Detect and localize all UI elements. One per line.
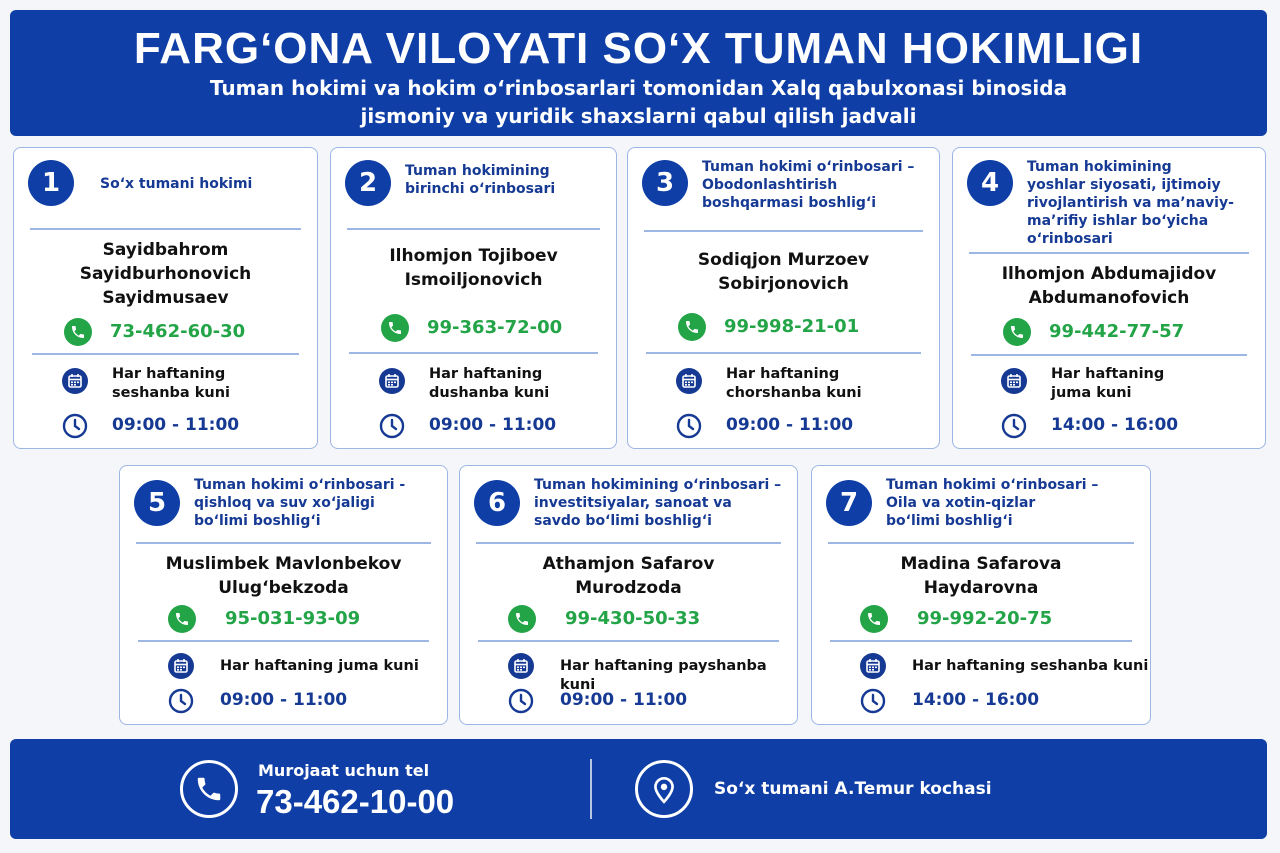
footer-banner: [10, 739, 1267, 839]
header-banner: [10, 10, 1267, 136]
reception-time: 09:00 - 11:00: [112, 415, 240, 435]
phone-number[interactable]: 95-031-93-09: [225, 608, 361, 629]
divider-top: [136, 542, 431, 544]
card-number: 3: [642, 160, 688, 206]
official-name: Athamjon Safarov Murodzoda: [542, 554, 715, 598]
official-name: Ilhomjon Tojiboev Ismoiljonovich: [389, 246, 558, 290]
calendar-icon: [379, 368, 405, 394]
phone-icon: [180, 760, 238, 818]
calendar-icon: [508, 653, 534, 679]
phone-icon: [168, 605, 196, 633]
card-number: 5: [134, 480, 180, 526]
clock-icon: [860, 688, 886, 714]
schedule-day: Har haftaning dushanba kuni: [429, 366, 550, 401]
phone-icon: [508, 605, 536, 633]
role-title: Tuman hokimining o‘rinbosari – investitsiyalar, sanoat va savdo bo‘limi boshlig‘i: [534, 477, 782, 529]
role-title: Tuman hokimi o‘rinbosari – Oila va xotin-qizlar bo‘limi boshlig‘i: [886, 477, 1099, 529]
clock-icon: [508, 688, 534, 714]
schedule-day: Har haftaning seshanba kuni: [912, 658, 1149, 674]
divider-bottom: [830, 640, 1132, 642]
reception-time: 09:00 - 11:00: [429, 415, 557, 435]
phone-icon: [860, 605, 888, 633]
schedule-day: Har haftaning payshanba kuni: [560, 658, 767, 693]
divider-bottom: [971, 354, 1247, 356]
footer-divider: [590, 759, 592, 819]
divider-bottom: [646, 352, 921, 354]
clock-icon: [62, 413, 88, 439]
card-number: 1: [28, 160, 74, 206]
official-name: Madina Safarova Haydarovna: [900, 554, 1062, 598]
divider-top: [828, 542, 1134, 544]
official-card-5: [119, 465, 448, 725]
clock-icon: [379, 413, 405, 439]
official-name: Sayidbahrom Sayidburhonovich Sayidmusaev: [79, 240, 252, 308]
role-title: Tuman hokimining birinchi o‘rinbosari: [405, 163, 556, 197]
divider-bottom: [349, 352, 598, 354]
official-card-2: [330, 147, 617, 449]
calendar-icon: [1001, 368, 1027, 394]
clock-icon: [1001, 413, 1027, 439]
calendar-icon: [168, 653, 194, 679]
reception-time: 14:00 - 16:00: [1051, 415, 1179, 435]
phone-icon: [1003, 318, 1031, 346]
calendar-icon: [676, 368, 702, 394]
clock-icon: [676, 413, 702, 439]
official-card-4: [952, 147, 1266, 449]
page-subtitle-line1: Tuman hokimi va hokim o‘rinbosarlari tomonidan Xalq qabulxonasi binosida: [209, 76, 1068, 100]
divider-bottom: [478, 640, 779, 642]
schedule-day: Har haftaning chorshanba kuni: [726, 366, 862, 401]
official-name: Sodiqjon Murzoev Sobirjonovich: [697, 250, 870, 294]
phone-icon: [678, 313, 706, 341]
reception-time: 09:00 - 11:00: [726, 415, 854, 435]
address: So‘x tumani A.Temur kochasi: [714, 779, 992, 799]
official-card-7: [811, 465, 1151, 725]
role-title: Tuman hokimi o‘rinbosari - qishloq va suv xo‘jaligi bo‘limi boshlig‘i: [194, 477, 406, 529]
official-name: Ilhomjon Abdumajidov Abdumanofovich: [1001, 264, 1217, 308]
page-subtitle-line2: jismoniy va yuridik shaxslarni qabul qilish jadvali: [360, 104, 917, 128]
reception-time: 09:00 - 11:00: [220, 690, 348, 710]
role-title: Tuman hokimi o‘rinbosari – Obodonlashtirish boshqarmasi boshlig‘i: [702, 159, 915, 211]
contact-phone[interactable]: 73-462-10-00: [256, 783, 455, 820]
divider-top: [644, 230, 923, 232]
card-number: 4: [967, 160, 1013, 206]
schedule-day: Har haftaning juma kuni: [1051, 366, 1165, 401]
phone-icon: [381, 314, 409, 342]
divider-bottom: [138, 640, 429, 642]
phone-number[interactable]: 99-363-72-00: [427, 317, 563, 338]
page-title: FARG‘ONA VILOYATI SO‘X TUMAN HOKIMLIGI: [133, 24, 1144, 73]
calendar-icon: [62, 368, 88, 394]
role-title: Tuman hokimining yoshlar siyosati, ijtimoiy rivojlantirish va ma’naviy- ma’rifiy ishlar bo‘yicha o‘rinbosari: [1027, 159, 1234, 247]
phone-number[interactable]: 99-442-77-57: [1049, 321, 1185, 342]
contact-label: Murojaat uchun tel: [258, 761, 430, 780]
card-number: 7: [826, 480, 872, 526]
schedule-day: Har haftaning seshanba kuni: [112, 366, 230, 401]
phone-icon: [64, 318, 92, 346]
phone-number[interactable]: 99-998-21-01: [724, 316, 860, 337]
divider-top: [347, 228, 600, 230]
phone-number[interactable]: 99-430-50-33: [565, 608, 701, 629]
card-number: 2: [345, 160, 391, 206]
official-card-6: [459, 465, 798, 725]
divider-top: [969, 252, 1249, 254]
reception-time: 09:00 - 11:00: [560, 690, 688, 710]
official-card-1: [13, 147, 318, 449]
official-card-3: [627, 147, 940, 449]
reception-time: 14:00 - 16:00: [912, 690, 1040, 710]
schedule-day: Har haftaning juma kuni: [220, 658, 419, 674]
divider-top: [476, 542, 781, 544]
phone-number[interactable]: 99-992-20-75: [917, 608, 1053, 629]
phone-number[interactable]: 73-462-60-30: [110, 321, 246, 342]
clock-icon: [168, 688, 194, 714]
role-title: So‘x tumani hokimi: [100, 176, 253, 192]
official-name: Muslimbek Mavlonbekov Ulug‘bekzoda: [165, 554, 402, 598]
card-number: 6: [474, 480, 520, 526]
divider-bottom: [32, 353, 299, 355]
location-pin-icon: [635, 760, 693, 818]
calendar-icon: [860, 653, 886, 679]
divider-top: [30, 228, 301, 230]
